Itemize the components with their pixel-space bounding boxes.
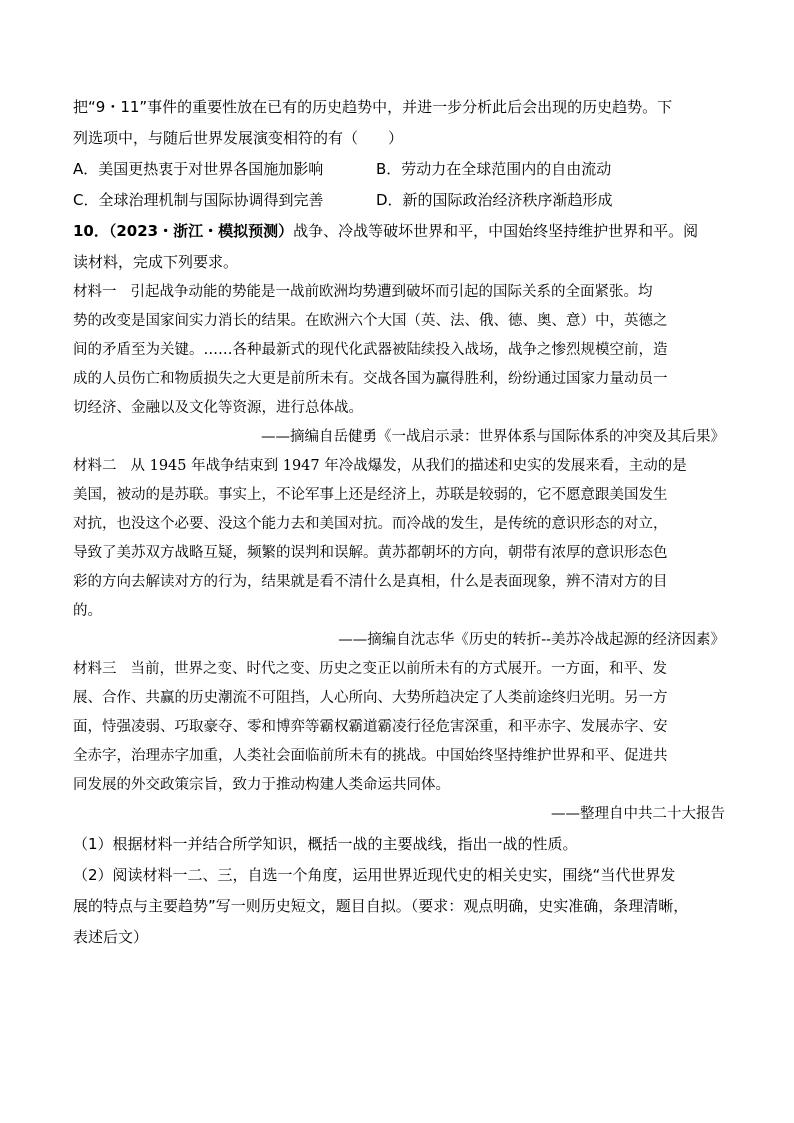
q10-stem-line-2: 读材料，完成下列要求。: [73, 253, 239, 271]
q10-stem-line-1: [73, 216, 725, 247]
question-10-stem: [73, 216, 725, 278]
page-content: [73, 92, 725, 953]
q10-sub-question-2-line-1: （2）阅读材料一二、三，自选一个角度，运用世界近现代史的相关史实，围绕“当代世界发: [73, 866, 676, 884]
material-2-text: 从 1945 年战争结束到 1947 年冷战爆发，从我们的描述和史实的发展来看，主动的是: [130, 458, 687, 474]
material-1-line-4: 成的人员伤亡和物质损失之大更是前所未有。交战各国为赢得胜利，纷纷通过国家力量动员一: [73, 371, 668, 387]
q9-stem-line-1: 把“9・11”事件的重要性放在已有的历史趋势中，并进一步分析此后会出现的历史趋势。下: [73, 98, 673, 116]
q10-number: 10．: [73, 222, 109, 240]
material-1-line-1: [73, 278, 725, 307]
material-3-label: 材料三: [73, 661, 117, 677]
material-1-text: 引起战争动能的势能是一战前欧洲均势遭到破坏而引起的国际关系的全面紧张。均: [130, 284, 653, 300]
q9-option-d: D．新的国际政治经济秩序渐趋形成: [376, 191, 613, 209]
material-2-line-1: [73, 452, 725, 481]
material-1-label: 材料一: [73, 284, 117, 300]
material-1-line-2: 势的改变是国家间实力消长的结果。在欧洲六个大国（英、法、俄、德、奥、意）中，英德之: [73, 313, 668, 329]
q10-sub-question-1: （1）根据材料一并结合所学知识，概括一战的主要战线，指出一战的性质。: [73, 835, 578, 853]
material-2: [73, 452, 725, 655]
material-2-line-2: 美国，被动的是苏联。事实上，不论军事上还是经济上，苏联是较弱的，它不愿意跟美国发生: [73, 487, 668, 503]
q10-sub-questions: [73, 829, 725, 953]
material-3: [73, 655, 725, 829]
q10-source-tag: （2023・浙江・模拟预测）: [108, 222, 294, 240]
material-1-line-3: 间的矛盾至为关键。……各种最新式的现代化武器被陆续投入战场，战争之惨烈规模空前，造: [73, 342, 668, 358]
q9-stem-line-2: 列选项中，与随后世界发展演变相符的有（ ）: [73, 129, 404, 147]
q9-option-a: A．美国更热衷于对世界各国施加影响: [73, 160, 324, 178]
material-1-source: ——摘编自岳健勇《一战启示录：世界体系与国际体系的冲突及其后果》: [261, 429, 725, 445]
material-1: [73, 278, 725, 452]
q9-option-b: B．劳动力在全球范围内的自由流动: [376, 160, 612, 178]
material-1-line-5: 切经济、金融以及文化等资源，进行总体战。: [73, 400, 363, 416]
material-3-line-4: 全赤字，治理赤字加重，人类社会面临前所未有的挑战。中国始终坚持维护世界和平、促进共: [73, 748, 668, 764]
material-3-line-3: 面，恃强凌弱、巧取豪夺、零和博弈等霸权霸道霸凌行径危害深重，和平赤字、发展赤字、安: [73, 719, 668, 735]
material-2-line-6: 的。: [73, 603, 102, 619]
q10-sub-question-2-line-3: 表述后文）: [73, 928, 149, 946]
q9-option-c: C．全球治理机制与国际协调得到完善: [73, 191, 324, 209]
material-3-line-1: [73, 655, 725, 684]
material-2-source: ——摘编自沈志华《历史的转折--美苏冷战起源的经济因素》: [338, 632, 725, 648]
q10-stem-text: 战争、冷战等破坏世界和平，中国始终坚持维护世界和平。阅: [293, 222, 699, 240]
question-9: [73, 92, 725, 216]
q9-options-row-2: [73, 185, 725, 216]
material-2-line-5: 彩的方向去解读对方的行为，结果就是看不清什么是真相，什么是表面现象，辨不清对方的目: [73, 574, 668, 590]
material-3-line-5: 同发展的外交政策宗旨，致力于推动构建人类命运共同体。: [73, 777, 450, 793]
material-3-text: 当前，世界之变、时代之变、历史之变正以前所未有的方式展开。一方面，和平、发: [130, 661, 667, 677]
material-2-line-3: 对抗，也没这个必要、没这个能力去和美国对抗。而冷战的发生，是传统的意识形态的对立，: [73, 516, 668, 532]
material-3-line-2: 展、合作、共赢的历史潮流不可阻挡，人心所向、大势所趋决定了人类前途终归光明。另一方: [73, 690, 668, 706]
q10-sub-question-2-line-2: 展的特点与主要趋势”写一则历史短文，题目自拟。（要求：观点明确，史实准确，条理清晰，: [73, 897, 689, 915]
q9-options-row-1: [73, 154, 725, 185]
material-2-line-4: 导致了美苏双方战略互疑，频繁的误判和误解。黄苏都朝坏的方向，朝带有浓厚的意识形态色: [73, 545, 668, 561]
material-3-source: ——整理自中共二十大报告: [551, 806, 725, 822]
material-2-label: 材料二: [73, 458, 117, 474]
